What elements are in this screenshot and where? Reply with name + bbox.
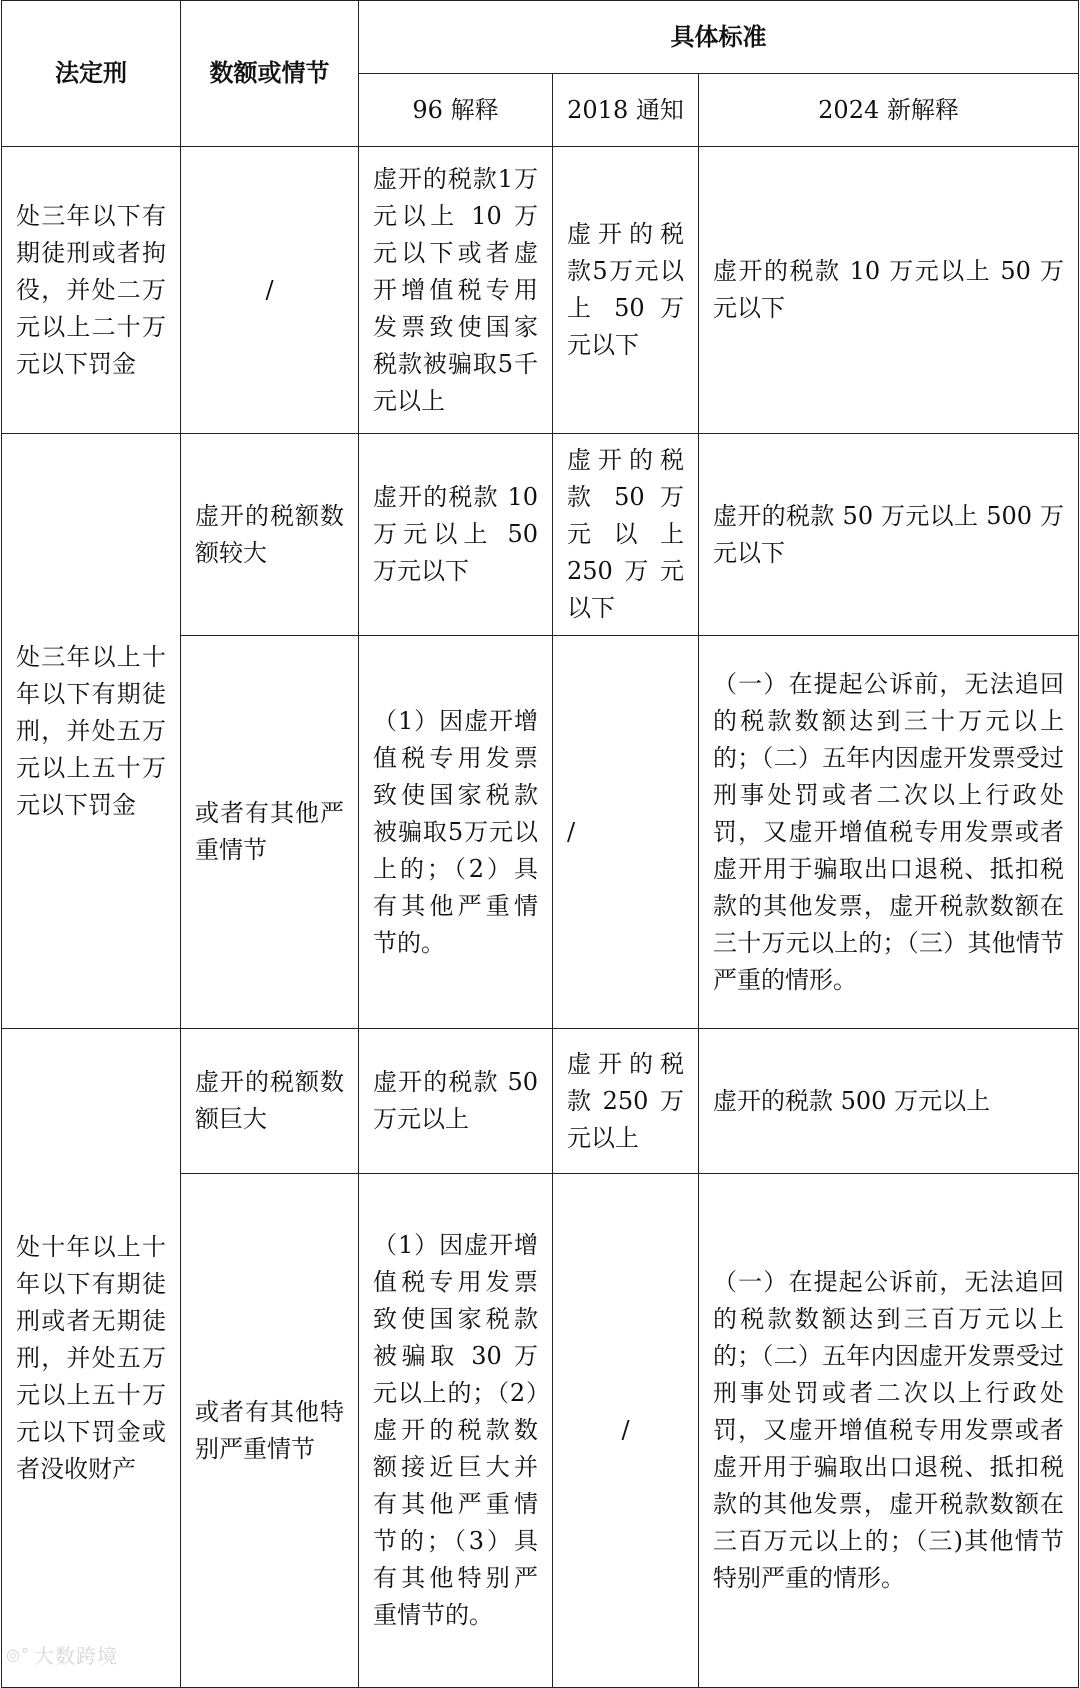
table-row: [2, 1029, 1079, 1174]
std2018-cell: /: [553, 1174, 699, 1688]
std2018-cell: /: [553, 636, 699, 1029]
header-specific-standards: 具体标准: [359, 1, 1079, 74]
circumstance-cell: /: [181, 147, 359, 434]
table-row: [2, 147, 1079, 434]
std2018-cell: 虚开的税款5万元以上 50 万元以下: [553, 147, 699, 434]
penalty-cell: 处三年以上十年以下有期徒刑，并处五万元以上五十万元以下罚金: [2, 434, 181, 1029]
header-2024-interpretation: 2024 新解释: [699, 74, 1079, 147]
std96-cell: 虚开的税款1万元以上 10 万元以下或者虚开增值税专用发票致使国家税款被骗取5千元以上: [359, 147, 553, 434]
std2024-cell: （一）在提起公诉前，无法追回的税款数额达到三百万元以上的；（二）五年内因虚开发票受过刑事处罚或者二次以上行政处罚，又虚开增值税专用发票或者虚开用于骗取出口退税、抵扣税款的其他发票，虚开税款数额在三百万元以上的；（三)其他情节特别严重的情形。: [699, 1174, 1079, 1688]
weibo-icon: ◎°: [6, 1645, 30, 1664]
std2024-cell: 虚开的税款 10 万元以上 50 万元以下: [699, 147, 1079, 434]
watermark-text: 大数跨境: [33, 1644, 118, 1668]
std2024-cell: 虚开的税款 500 万元以上: [699, 1029, 1079, 1174]
std2024-cell: （一）在提起公诉前，无法追回的税款数额达到三十万元以上的；（二）五年内因虚开发票受过刑事处罚或者二次以上行政处罚，又虚开增值税专用发票或者虚开用于骗取出口退税、抵扣税款的其他发票，虚开税款数额在三十万元以上的；（三）其他情节严重的情形。: [699, 636, 1079, 1029]
std2018-cell: 虚开的税款 50 万元以上250万元以下: [553, 434, 699, 636]
table-row: [2, 434, 1079, 636]
watermark: [6, 1640, 118, 1669]
std96-cell: 虚开的税款 50 万元以上: [359, 1029, 553, 1174]
circumstance-cell: 虚开的税额数额较大: [181, 434, 359, 636]
circumstance-cell: 或者有其他特别严重情节: [181, 1174, 359, 1688]
std96-cell: （1）因虚开增值税专用发票致使国家税款被骗取5万元以上的；（2）具有其他严重情节的。: [359, 636, 553, 1029]
std96-cell: 虚开的税款 10 万元以上 50 万元以下: [359, 434, 553, 636]
header-96-interpretation: 96 解释: [359, 74, 553, 147]
header-circumstance: 数额或情节: [181, 1, 359, 147]
penalty-cell: 处三年以下有期徒刑或者拘役，并处二万元以上二十万元以下罚金: [2, 147, 181, 434]
tax-standards-table: [1, 0, 1079, 1688]
penalty-cell: 处十年以上十年以下有期徒刑或者无期徒刑，并处五万元以上五十万元以下罚金或者没收财产: [2, 1029, 181, 1688]
circumstance-cell: 虚开的税额数额巨大: [181, 1029, 359, 1174]
header-penalty: 法定刑: [2, 1, 181, 147]
std2018-cell: 虚开的税款250万元以上: [553, 1029, 699, 1174]
std96-cell: （1）因虚开增值税专用发票致使国家税款被骗取 30 万元以上的；（2）虚开的税款数额接近巨大并有其他严重情节的；（3）具有其他特别严重情节的。: [359, 1174, 553, 1688]
header-2018-notice: 2018 通知: [553, 74, 699, 147]
std2024-cell: 虚开的税款 50 万元以上 500 万元以下: [699, 434, 1079, 636]
header-row-1: [2, 1, 1079, 74]
circumstance-cell: 或者有其他严重情节: [181, 636, 359, 1029]
